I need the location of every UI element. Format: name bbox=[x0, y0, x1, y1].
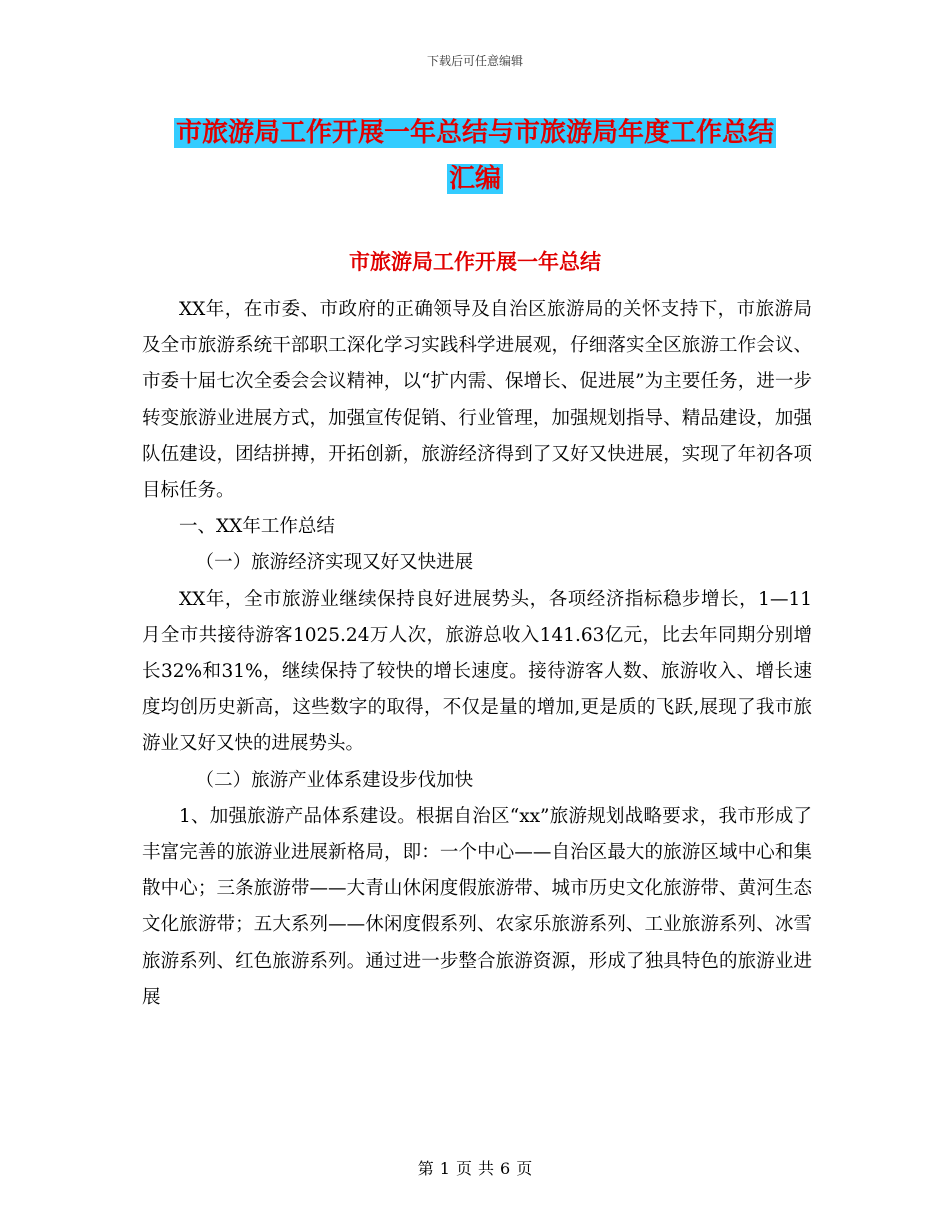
page-total: 6 bbox=[500, 1159, 511, 1178]
header-note: 下载后可任意编辑 bbox=[426, 54, 523, 68]
paragraph-economy: XX年，全市旅游业继续保持良好进展势头，各项经济指标稳步增长，1—11月全市共接待游客1025.24万人次，旅游总收入141.63亿元，比去年同期分别增长32%和31%，继续保持了较快的增长速度。接待游客人数、旅游收入、增长速度均创历史新高，这些数字的取得，不仅是量的增加,更是质的飞跃,展现了我市旅游业又好又快的进展势头。 bbox=[142, 588, 812, 755]
heading-level-2: （二）旅游产业体系建设步伐加快 bbox=[195, 769, 474, 791]
paragraph-intro: XX年，在市委、市政府的正确领导及自治区旅游局的关怀支持下，市旅游局及全市旅游系统干部职工深化学习实践科学进展观，仔细落实全区旅游工作会议、市委十届七次全委会会议精神，以“扩内需、保增长、促进展”为主要任务，进一步转变旅游业进展方式，加强宣传促销、行业管理，加强规划指导、精品建设，加强队伍建设，团结拼搏，开拓创新，旅游经济得到了又好又快进展，实现了年初各项目标任务。 bbox=[142, 299, 812, 502]
title-line-2: 汇编 bbox=[448, 164, 501, 194]
paragraph-product-system: 1、加强旅游产品体系建设。根据自治区“xx”旅游规划战略要求，我市形成了丰富完善的旅游业进展新格局，即：一个中心——自治区最大的旅游区域中心和集散中心；三条旅游带——大青山休闲度假旅游带、城市历史文化旅游带、黄河生态文化旅游带；五大系列——休闲度假系列、农家乐旅游系列、工业旅游系列、冰雪旅游系列、红色旅游系列。通过进一步整合旅游资源，形成了独具特色的旅游业进展 bbox=[142, 805, 812, 1008]
heading-level-2: （一）旅游经济实现又好又快进展 bbox=[195, 552, 474, 574]
footer-prefix: 第 bbox=[417, 1159, 434, 1178]
heading-level-1: 一、XX年工作总结 bbox=[179, 516, 335, 538]
footer-mid: 页 bbox=[455, 1159, 472, 1178]
document-title bbox=[0, 110, 950, 202]
title-line-1: 市旅游局工作开展一年总结与市旅游局年度工作总结 bbox=[175, 118, 774, 148]
document-body bbox=[142, 292, 812, 1016]
page-footer bbox=[0, 1156, 950, 1179]
section-title: 市旅游局工作开展一年总结 bbox=[349, 250, 601, 274]
footer-suffix: 页 bbox=[516, 1159, 533, 1178]
page-number: 1 bbox=[439, 1159, 450, 1178]
footer-total-prefix: 共 bbox=[478, 1159, 495, 1178]
